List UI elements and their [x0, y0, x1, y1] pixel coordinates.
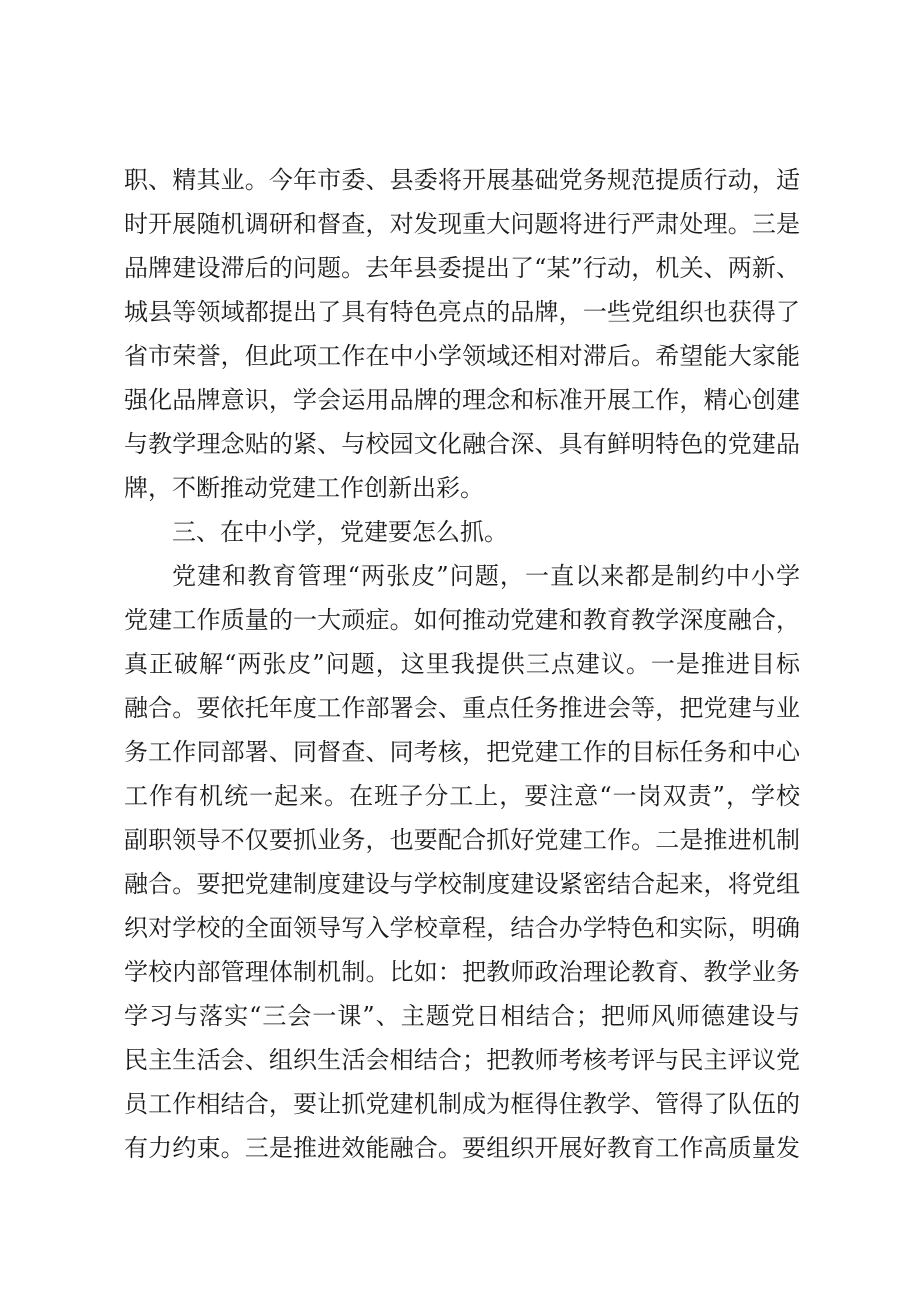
paragraph-line: 民主生活会、组织生活会相结合；把教师考核考评与民主评议党: [124, 1046, 800, 1074]
paragraph-line: 学习与落实“三会一课”、主题党日相结合；把师风师德建设与: [124, 1002, 800, 1030]
paragraph-line: 省市荣誉，但此项工作在中小学领域还相对滞后。希望能大家能: [124, 342, 800, 370]
section-heading: 三、在中小学，党建要怎么抓。: [172, 518, 508, 546]
paragraph-line: 时开展随机调研和督查，对发现重大问题将进行严肃处理。三是: [124, 210, 800, 238]
paragraph-line: 与教学理念贴的紧、与校园文化融合深、具有鲜明特色的党建品: [124, 430, 800, 458]
paragraph-line: 职、精其业。今年市委、县委将开展基础党务规范提质行动，适: [124, 166, 800, 194]
paragraph-line: 城县等领域都提出了具有特色亮点的品牌，一些党组织也获得了: [124, 298, 800, 326]
paragraph-line: 融合。要把党建制度建设与学校制度建设紧密结合起来，将党组: [124, 870, 800, 898]
paragraph-line: 融合。要依托年度工作部署会、重点任务推进会等，把党建与业: [124, 694, 800, 722]
paragraph-line: 有力约束。三是推进效能融合。要组织开展好教育工作高质量发: [124, 1134, 800, 1162]
paragraph-line: 党建工作质量的一大顽症。如何推动党建和教育教学深度融合，: [124, 606, 800, 634]
paragraph-line: 党建和教育管理“两张皮”问题，一直以来都是制约中小学: [172, 562, 800, 590]
paragraph-line: 副职领导不仅要抓业务，也要配合抓好党建工作。二是推进机制: [124, 826, 800, 854]
paragraph-line: 织对学校的全面领导写入学校章程，结合办学特色和实际，明确: [124, 914, 800, 942]
paragraph-line: 务工作同部署、同督查、同考核，把党建工作的目标任务和中心: [124, 738, 800, 766]
paragraph-line: 品牌建设滞后的问题。去年县委提出了“某”行动，机关、两新、: [124, 254, 800, 282]
paragraph-line: 学校内部管理体制机制。比如：把教师政治理论教育、教学业务: [124, 958, 800, 986]
paragraph-line: 牌，不断推动党建工作创新出彩。: [124, 474, 484, 502]
paragraph-line: 强化品牌意识，学会运用品牌的理念和标准开展工作，精心创建: [124, 386, 800, 414]
paragraph-line: 真正破解“两张皮”问题，这里我提供三点建议。一是推进目标: [124, 650, 800, 678]
paragraph-line: 员工作相结合，要让抓党建机制成为框得住教学、管得了队伍的: [124, 1090, 800, 1118]
paragraph-line: 工作有机统一起来。在班子分工上，要注意“一岗双责”，学校: [124, 782, 800, 810]
